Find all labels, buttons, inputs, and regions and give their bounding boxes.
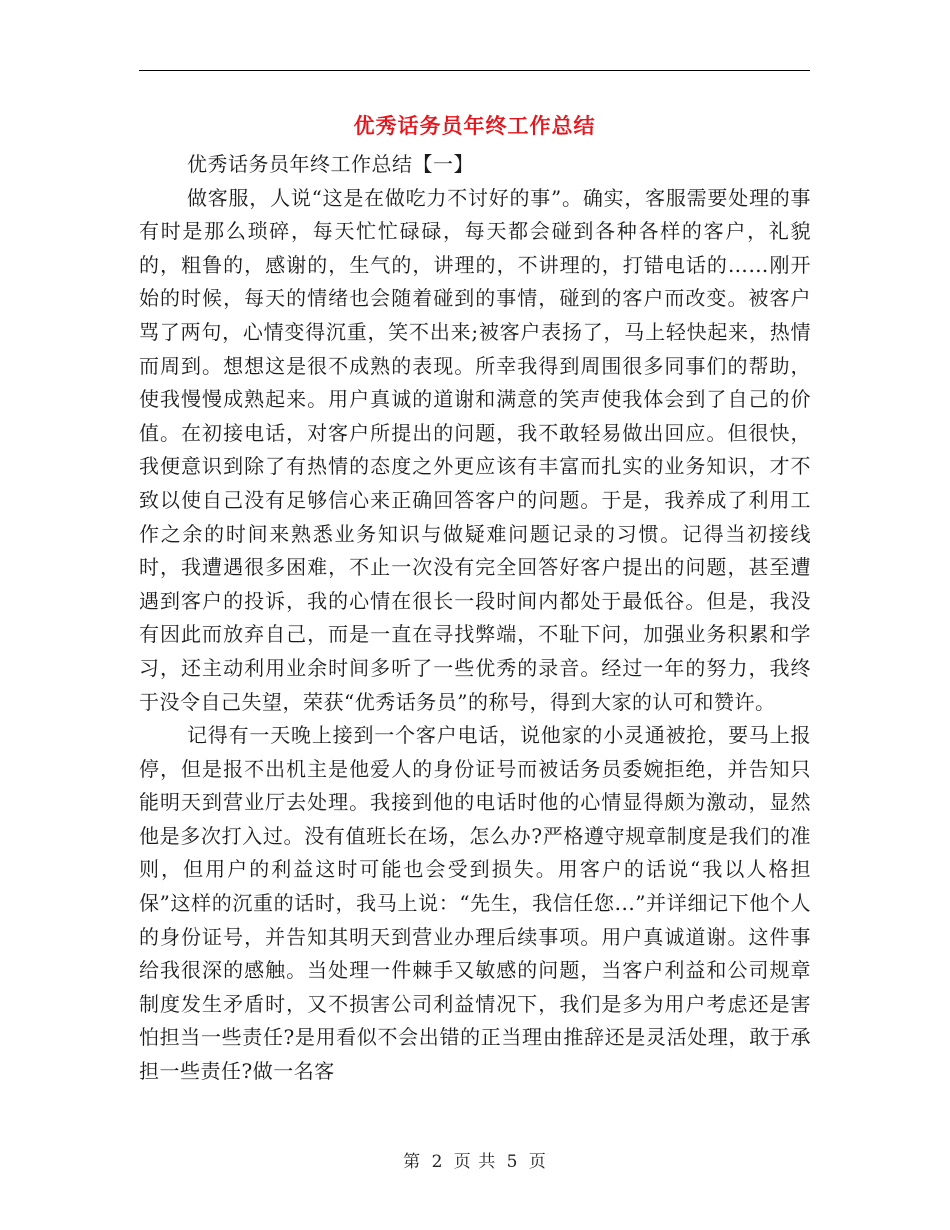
footer-middle: 页 共	[453, 1152, 497, 1172]
paragraph-1: 做客服，人说“这是在做吃力不讨好的事”。确实，客服需要处理的事有时是那么琐碎，每天忙忙碌碌，每天都会碰到各种各样的客户，礼貌的，粗鲁的，感谢的，生气的，讲理的，不讲理的，打错电话的……刚开始的时候，每天的情绪也会随着碰到的事情，碰到的客户而改变。被客户骂了两句，心情变得沉重，笑不出来;被客户表扬了，马上轻快起来，热情而周到。想想这是很不成熟的表现。所幸我得到周围很多同事们的帮助，使我慢慢成熟起来。用户真诚的道谢和满意的笑声使我体会到了自己的价值。在初接电话，对客户所提出的问题，我不敢轻易做出回应。但很快，我便意识到除了有热情的态度之外更应该有丰富而扎实的业务知识，才不致以使自己没有足够信心来正确回答客户的问题。于是，我养成了利用工作之余的时间来熟悉业务知识与做疑难问题记录的习惯。记得当初接线时，我遭遇很多困难，不止一次没有完全回答好客户提出的问题，甚至遭遇到客户的投诉，我的心情在很长一段时间内都处于最低谷。但是，我没有因此而放弃自己，而是一直在寻找弊端，不耻下问，加强业务积累和学习，还主动利用业余时间多听了一些优秀的录音。经过一年的努力，我终于没令自己失望，荣获“优秀话务员”的称号，得到大家的认可和赞许。	[139, 185, 811, 714]
footer-prefix: 第	[403, 1152, 422, 1172]
document-body	[139, 148, 811, 1089]
page-footer	[0, 1150, 950, 1174]
header-rule	[139, 70, 810, 71]
page-title: 优秀话务员年终工作总结	[353, 114, 596, 138]
footer-current-page: 2	[431, 1152, 444, 1172]
section-heading: 优秀话务员年终工作总结【一】	[187, 152, 474, 176]
paragraph-2: 记得有一天晚上接到一个客户电话，说他家的小灵通被抢，要马上报停，但是报不出机主是他爱人的身份证号而被话务员委婉拒绝，并告知只能明天到营业厅去处理。我接到他的电话时他的心情显得颇为激动，显然他是多次打入过。没有值班长在场，怎么办?严格遵守规章制度是我们的准则，但用户的利益这时可能也会受到损失。用客户的话说“我以人格担保”这样的沉重的话时，我马上说：“先生，我信任您...”并详细记下他个人的身份证号，并告知其明天到营业办理后续事项。用户真诚道谢。这件事给我很深的感触。当处理一件棘手又敏感的问题，当客户利益和公司规章制度发生矛盾时，又不损害公司利益情况下，我们是多为用户考虑还是害怕担当一些责任?是用看似不会出错的正当理由推辞还是灵活处理，敢于承担一些责任?做一名客	[139, 723, 811, 1084]
footer-total-pages: 5	[506, 1152, 519, 1172]
footer-suffix: 页	[528, 1152, 547, 1172]
